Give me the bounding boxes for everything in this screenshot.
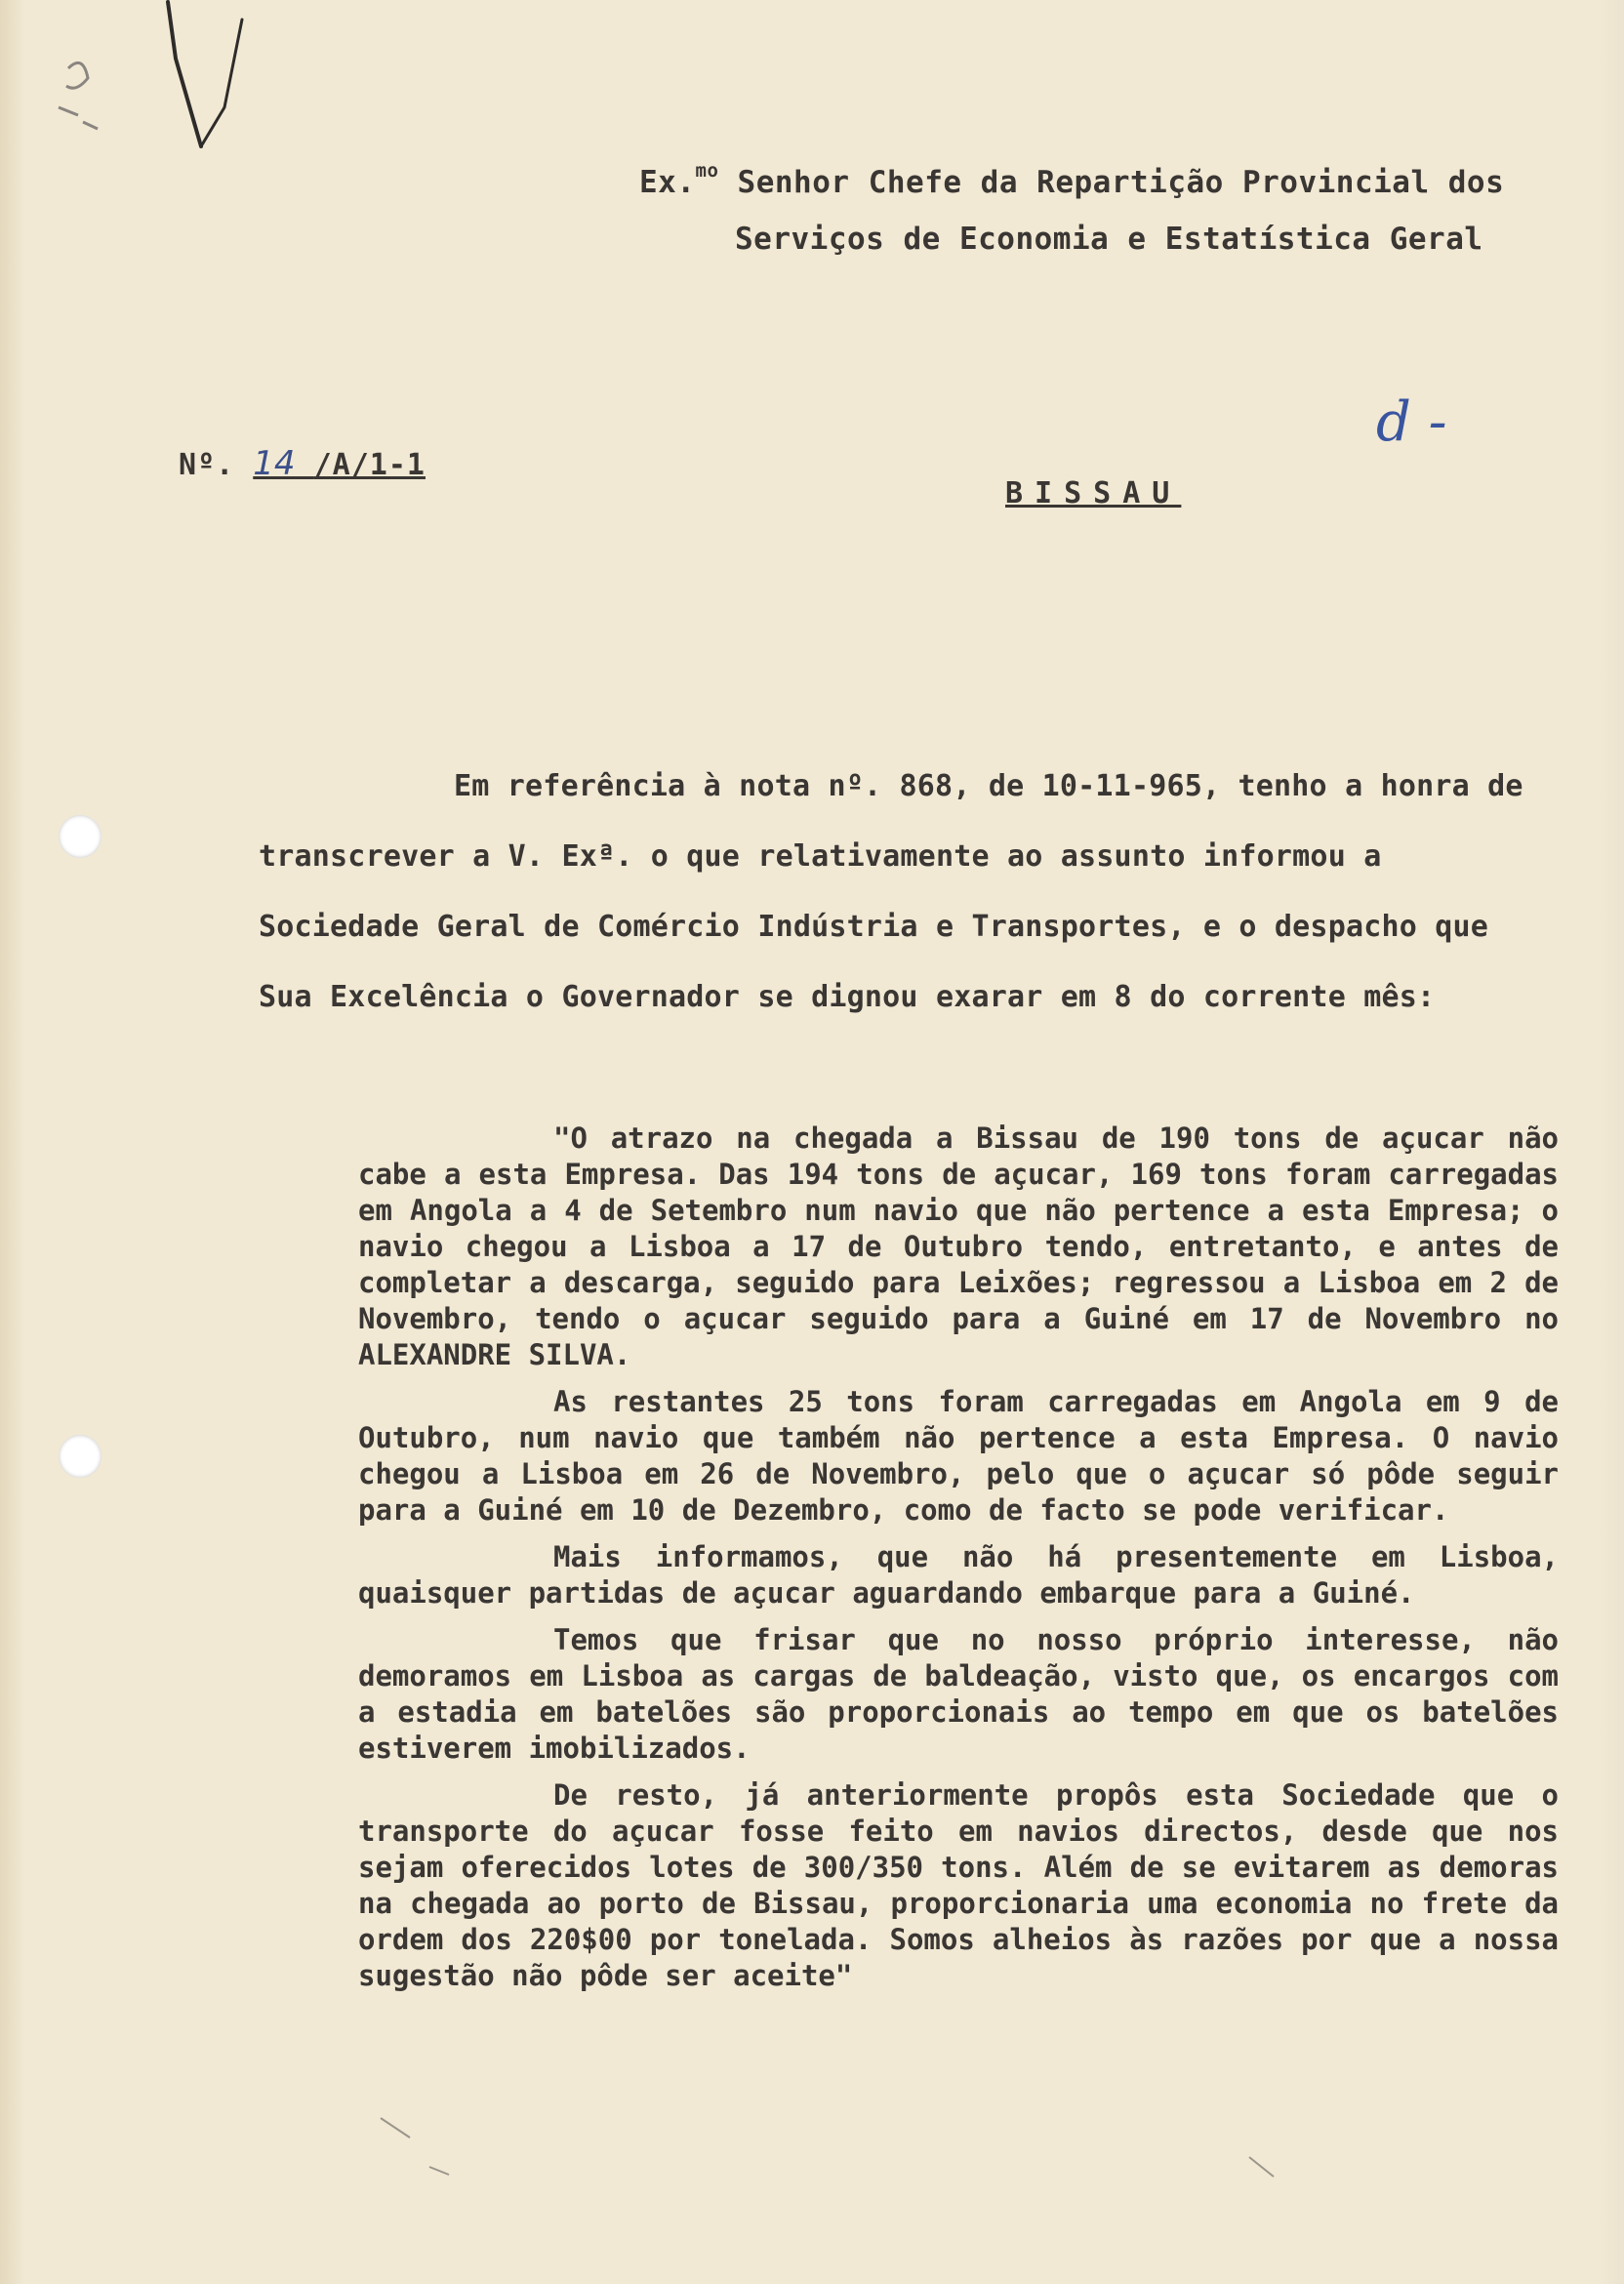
addressee-superscript: mo: [695, 160, 719, 182]
paper-edge-shadow: [1599, 0, 1624, 2284]
quote-paragraph: Temos que frisar que no nosso próprio interesse, não demoramos em Lisboa as cargas de baldeação, visto que, os encargos com a estadia em batelões são proporcionais ao tempo em que os batelões estiverem imobilizados.: [358, 1623, 1559, 1765]
addressee-line-1: [639, 156, 1576, 213]
addressee-title: Senhor Chefe da Repartição Provincial dos: [718, 165, 1505, 200]
paper-edge-shadow: [0, 0, 25, 2284]
punch-hole: [59, 815, 102, 858]
quoted-block: [358, 1121, 1559, 2005]
punch-hole: [59, 1435, 102, 1478]
pen-check-mark: [29, 0, 264, 166]
intro-paragraph: [259, 752, 1527, 1033]
handwritten-number: 14: [253, 444, 296, 483]
quote-paragraph: "O atrazo na chegada a Bissau de 190 tons de açucar não cabe a esta Empresa. Das 194 tons de açucar, 169 tons foram carregadas em Angola a 4 de Setembro num navio que não pertence a esta Empresa; o navio chegou a Lisboa a 17 de Outubro tendo, entretanto, e antes de completar a descarga, seguido para Leixões; regressou a Lisboa em 2 de Novembro, tendo o açucar seguido para a Guiné em 17 de Novembro no ALEXANDRE SILVA.: [358, 1122, 1559, 1371]
quote-paragraph: De resto, já anteriormente propôs esta Sociedade que o transporte do açucar fosse feito em navios directos, desde que nos sejam oferecidos lotes de 300/350 tons. Além de se evitarem as demoras na chegada ao porto de Bissau, proporcionaria uma economia no frete da ordem dos 220$00 por tonelada. Somos alheios às razões por que a nossa sugestão não pôde ser aceite": [358, 1778, 1559, 1992]
paper-marks: [371, 2099, 1308, 2186]
addressee-line-2: Serviços de Economia e Estatística Geral: [735, 222, 1483, 257]
reference-suffix: /A/1-1: [313, 448, 426, 482]
handwritten-mark: d -: [1376, 390, 1447, 454]
quote-paragraph: Mais informamos, que não há presentemente em Lisboa, quaisquer partidas de açucar aguardando embarque para a Guiné.: [358, 1540, 1559, 1610]
addressee-prefix: Ex.: [639, 165, 696, 200]
reference-value: [253, 444, 426, 483]
reference-label: Nº.: [179, 448, 235, 482]
addressee-header: [639, 156, 1576, 265]
intro-text: Em referência à nota nº. 868, de 10-11-965, tenho a honra de transcrever a V. Exª. o que relativamente ao assunto informou a Sociedade Geral de Comércio Indústria e Transportes, e o despacho que Sua Excelência o Governador se dignou exarar em 8 do corrente mês:: [259, 769, 1523, 1014]
quote-paragraph: As restantes 25 tons foram carregadas em Angola em 9 de Outubro, num navio que também não pertence a esta Empresa. O navio chegou a Lisboa em 26 de Novembro, pelo que o açucar só pôde seguir para a Guiné em 10 de Dezembro, como de facto se pode verificar.: [358, 1385, 1559, 1527]
city-heading: BISSAU: [1005, 476, 1182, 510]
reference-number: [179, 444, 426, 483]
